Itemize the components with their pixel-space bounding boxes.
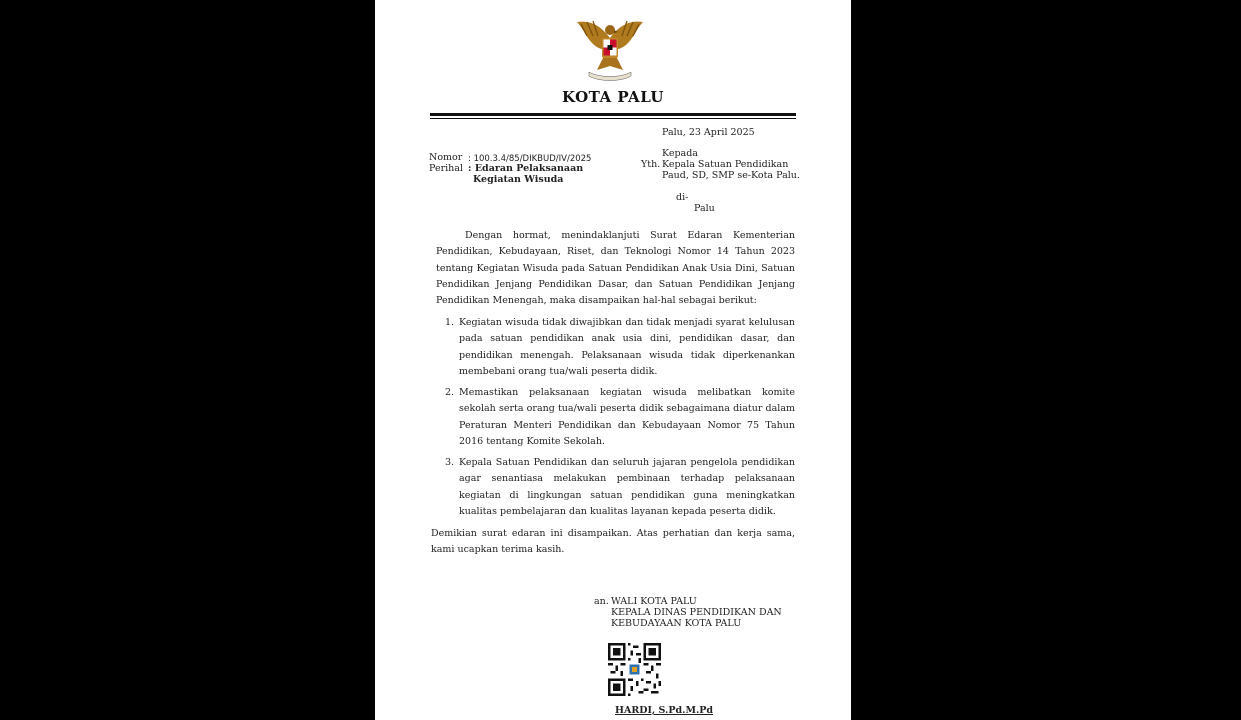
- recipient-yth: Yth.: [641, 159, 661, 170]
- point-number: 2.: [445, 387, 455, 398]
- letter-date: Palu, 23 April 2025: [662, 127, 755, 138]
- header-divider: [430, 113, 796, 116]
- city-heading: KOTA PALU: [561, 88, 665, 106]
- recipient-di: di-: [676, 192, 689, 203]
- point-text: Kegiatan wisuda tidak diwajibkan dan tidak menjadi syarat kelulusan pada satuan pendidikan anak usia dini, pendidikan dasar, dan pendidikan menengah. Pelaksanaan wisuda tidak diperkenankan membebani orang tua/wali peserta didik.: [459, 317, 795, 377]
- recipient-place: Palu: [694, 203, 715, 214]
- signature-title-line1: WALI KOTA PALU: [611, 596, 697, 607]
- garuda-emblem-icon: [573, 16, 647, 82]
- header-divider-thin: [430, 118, 796, 119]
- qr-code-icon: [608, 643, 661, 696]
- recipient-kepada: Kepada: [662, 148, 698, 159]
- letter-page: [375, 0, 851, 720]
- point-number: 3.: [445, 457, 455, 468]
- perihal-label: Perihal: [429, 163, 463, 174]
- signature-title-line2: KEPALA DINAS PENDIDIKAN DAN: [611, 607, 782, 618]
- signature-title-line3: KEBUDAYAAN KOTA PALU: [611, 618, 742, 629]
- signer-name: HARDI, S.Pd.M.Pd: [615, 705, 714, 716]
- nomor-label: Nomor: [429, 152, 463, 163]
- recipient-line1: Kepala Satuan Pendidikan: [662, 159, 789, 170]
- nomor-value: : 100.3.4/85/DIKBUD/IV/2025: [468, 153, 592, 164]
- perihal-line1: : Edaran Pelaksanaan: [468, 163, 584, 174]
- point-text: Memastikan pelaksanaan kegiatan wisuda melibatkan komite sekolah serta orang tua/wali peserta didik sebagaimana diatur dalam Peraturan Menteri Pendidikan dan Kebudayaan Nomor 75 Tahun 2016 tentang Komite Sekolah.: [459, 387, 795, 447]
- closing-paragraph: Demikian surat edaran ini disampaikan. Atas perhatian dan kerja sama, kami ucapkan terima kasih.: [431, 528, 795, 556]
- point-number: 1.: [445, 317, 455, 328]
- signature-an: an.: [594, 596, 609, 607]
- point-text: Kepala Satuan Pendidikan dan seluruh jajaran pengelola pendidikan agar senantiasa melakukan pembinaan terhadap pelaksanaan kegiatan di lingkungan satuan pendidikan guna meningkatkan kualitas pembelajaran dan kualitas layanan kepada peserta didik.: [459, 457, 795, 517]
- perihal-line2: Kegiatan Wisuda: [473, 174, 564, 185]
- intro-paragraph: Dengan hormat, menindaklanjuti Surat Edaran Kementerian Pendidikan, Kebudayaan, Riset, dan Teknologi Nomor 14 Tahun 2023 tentang Kegiatan Wisuda pada Satuan Pendidikan Anak Usia Dini, Satuan Pendidikan Jenjang Pendidikan Dasar, dan Satuan Pendidikan Jenjang Pendidikan Menengah, maka disampaikan hal-hal sebagai berikut:: [436, 230, 795, 307]
- recipient-line2: Paud, SD, SMP se-Kota Palu.: [662, 170, 800, 181]
